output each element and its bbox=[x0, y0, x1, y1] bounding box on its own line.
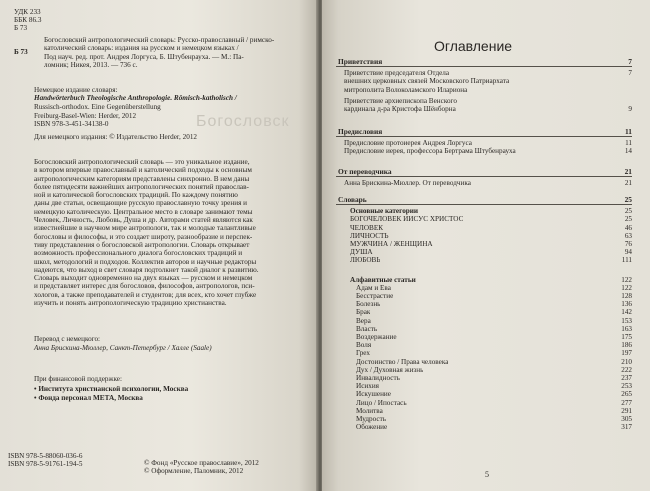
support-list bbox=[34, 385, 188, 403]
description-paragraph bbox=[34, 158, 259, 307]
original-edition-line: ISBN 978-3-451-34138-0 bbox=[34, 120, 109, 129]
toc-entry: Искушение 265 bbox=[356, 390, 632, 399]
heading-label: Словарь bbox=[338, 196, 367, 204]
toc-entry: Достоинство / Права человека 210 bbox=[356, 357, 632, 366]
original-edition-title: Handwörterbuch Theologische Anthropologie. Römisch-katholisch / bbox=[34, 94, 237, 103]
toc-entry: Мудрость 305 bbox=[356, 415, 632, 424]
toc-entry: Грех 197 bbox=[356, 349, 632, 358]
udk-code: УДК 233 bbox=[14, 8, 41, 16]
toc-section-heading bbox=[336, 128, 632, 137]
entry-label: кардинала д-ра Кристофа Шёнборна bbox=[344, 105, 456, 114]
support-item: • Института христианской психологии, Москва bbox=[34, 385, 189, 393]
toc-entry: Предисловие иерея, профессора Бертрама Штубенрауха 14 bbox=[344, 147, 632, 156]
toc-section-prefaces bbox=[336, 128, 632, 156]
toc-entry: Исихия 253 bbox=[356, 382, 632, 391]
copyright-line: © Оформление, Паломник, 2012 bbox=[144, 467, 244, 476]
toc-entry: Болезнь 136 bbox=[356, 300, 632, 309]
description-line: Человек, Личность, Любовь, Душа и др. Авторами статей являются как bbox=[34, 216, 253, 225]
toc-entry: Брак 142 bbox=[356, 308, 632, 317]
translator-credit: Анна Брискина-Мюллер, Санкт-Петербург / Халле (Saale) bbox=[34, 344, 212, 352]
toc-entry: Бесстрастие 128 bbox=[356, 292, 632, 301]
toc-subheading: Алфавитные статьи 122 bbox=[350, 275, 632, 284]
translation-label: Перевод с немецкого: bbox=[34, 335, 101, 343]
heading-label: От переводчика bbox=[338, 168, 392, 176]
biblio-line: католический словарь: издания на русском и немецком языках / bbox=[44, 44, 239, 53]
description-line: изучить и понять антропологическую традицию христианства. bbox=[34, 299, 227, 308]
toc-entry: БОГОЧЕЛОВЕК ИИСУС ХРИСТОС 25 bbox=[350, 215, 632, 224]
toc-entry-multiline bbox=[336, 69, 632, 94]
toc-subheading: Основные категории 25 bbox=[350, 207, 632, 216]
page-number: 7 bbox=[628, 57, 632, 66]
left-page bbox=[0, 0, 318, 491]
copyright-line: © Фонд «Русское православие», 2012 bbox=[144, 459, 259, 467]
toc-entry: ДУША 94 bbox=[350, 248, 632, 257]
bleed-through-text: Богословск bbox=[196, 113, 290, 130]
entry-label: митрополита Волоколамского Илариона bbox=[344, 85, 468, 94]
original-edition-line: Для немецкого издания: © Издательство Herder, 2012 bbox=[34, 133, 198, 142]
toc-entry: Анна Брискина-Мюллер. От переводчика 21 bbox=[344, 179, 632, 188]
page-number: 7 bbox=[628, 69, 632, 78]
entry-label: внешних церковных связей Московского Патриархата bbox=[344, 77, 510, 86]
bibliographic-record bbox=[44, 36, 274, 69]
copyright-block bbox=[144, 459, 259, 476]
page-number: 11 bbox=[625, 127, 632, 136]
toc-entry: Вера 153 bbox=[356, 316, 632, 325]
original-edition-label: Немецкое издание словаря: bbox=[34, 86, 118, 94]
biblio-line: Богословский антропологический словарь: Русско-православный / римско- bbox=[44, 36, 275, 44]
heading-label: Приветствия bbox=[338, 58, 383, 66]
original-edition-line: Russisch-orthodox. Eine Gegenüberstellung bbox=[34, 102, 161, 111]
description-line: немецкую католическую. Центральное место в словаре занимают темы bbox=[34, 207, 253, 216]
description-line: Словарь выходит одновременно на двух языках — русском и немецком bbox=[34, 274, 253, 283]
toc-entry: Дух / Духовная жизнь 222 bbox=[356, 365, 632, 374]
toc-entry: Воля 186 bbox=[356, 341, 632, 350]
original-edition-block bbox=[34, 86, 237, 142]
toc-title: Оглавление bbox=[434, 38, 513, 54]
page-number-footer: 5 bbox=[485, 470, 489, 479]
toc-entry: Власть 163 bbox=[356, 324, 632, 333]
toc-section-translator bbox=[336, 168, 632, 187]
description-line: надеются, что выход в свет словаря подтолкнет такой диалог к развитию. bbox=[34, 265, 259, 274]
description-line: более пятидесяти важнейших антропологических понятий православ- bbox=[34, 182, 249, 191]
description-line: богословы и философы, и это создает широту, разнообразие и перспек- bbox=[34, 232, 253, 241]
toc-entry: Молитва 291 bbox=[356, 406, 632, 415]
bbk-code: ББК 86.3 bbox=[14, 16, 42, 24]
description-line: ной и католической богословских традиций. По каждому понятию bbox=[34, 191, 238, 200]
toc-entry: МУЖЧИНА / ЖЕНЩИНА 76 bbox=[350, 240, 632, 249]
description-line: антропологическим категориям представлены синхронно. В нем даны bbox=[34, 174, 250, 183]
description-line: школ, методологий и подходов. Коллектив авторов и научные редакторы bbox=[34, 257, 257, 266]
description-line: даны две статьи, освещающие русскую православную точку зрения и bbox=[34, 199, 248, 208]
original-edition-line: Freiburg-Basel-Wien: Herder, 2012 bbox=[34, 111, 137, 120]
page-number: 25 bbox=[624, 195, 632, 204]
toc-entry: Воздержание 175 bbox=[356, 333, 632, 342]
biblio-line: ломник; Никея, 2013. — 736 с. bbox=[44, 60, 138, 69]
toc-section-heading bbox=[336, 58, 632, 67]
toc-section-dictionary bbox=[336, 196, 632, 431]
isbn-block bbox=[8, 452, 82, 469]
toc-entry-multiline bbox=[336, 97, 632, 113]
biblio-line: Под науч. ред. прот. Андрея Лоргуса, Б. Штубенрауха. — М.: Па- bbox=[44, 52, 244, 61]
entry-label: Приветствие архиепископа Венского bbox=[344, 96, 457, 105]
description-line: хологов, а также преподавателей и студентов; для всех, кто хочет глубже bbox=[34, 290, 257, 299]
toc-entry: ЛЮБОВЬ 111 bbox=[350, 256, 632, 265]
toc-entry: Адам и Ева 122 bbox=[356, 283, 632, 292]
support-label: При финансовой поддержке: bbox=[34, 375, 122, 383]
toc-section-heading bbox=[336, 168, 632, 177]
toc-entry: Инвалидность 237 bbox=[356, 374, 632, 383]
description-line: тиву представления о богословской антропологии. Словарь открывает bbox=[34, 240, 250, 249]
page-number: 21 bbox=[624, 167, 632, 176]
toc-entry: Лицо / Ипостась 277 bbox=[356, 398, 632, 407]
support-item: • Фонда персонал МЕТА, Москва bbox=[34, 394, 143, 402]
description-line: известнейшие в научном мире антропологи, так и молодые талантливые bbox=[34, 224, 256, 233]
toc-entry: Предисловие протоиерея Андрея Лоргуса 11 bbox=[344, 139, 632, 148]
description-line: возможность профессионального диалога богословских традиций и bbox=[34, 249, 243, 258]
entry-label: Приветствие председателя Отдела bbox=[344, 69, 450, 78]
author-mark-top: Б 73 bbox=[14, 24, 28, 32]
heading-label: Предисловия bbox=[338, 128, 383, 136]
right-page bbox=[322, 0, 650, 491]
toc-section-heading bbox=[336, 196, 632, 205]
description-line: Богословский антропологический словарь — это уникальное издание, bbox=[34, 158, 250, 166]
isbn-line: ISBN 978-5-88060-036-6 bbox=[8, 452, 83, 460]
description-line: и представляет интерес для богословов, философов, антропологов, пси- bbox=[34, 282, 255, 291]
toc-entry: ЧЕЛОВЕК 46 bbox=[350, 223, 632, 232]
toc-entry: Обожение 317 bbox=[356, 423, 632, 432]
page-number: 9 bbox=[628, 105, 632, 114]
toc-entry: ЛИЧНОСТЬ 63 bbox=[350, 231, 632, 240]
toc-section-greetings bbox=[336, 58, 632, 113]
isbn-line: ISBN 978-5-91761-194-5 bbox=[8, 460, 83, 469]
description-line: в котором впервые православный и католический подходы к основным bbox=[34, 166, 252, 175]
author-mark-side: Б 73 bbox=[14, 48, 28, 56]
